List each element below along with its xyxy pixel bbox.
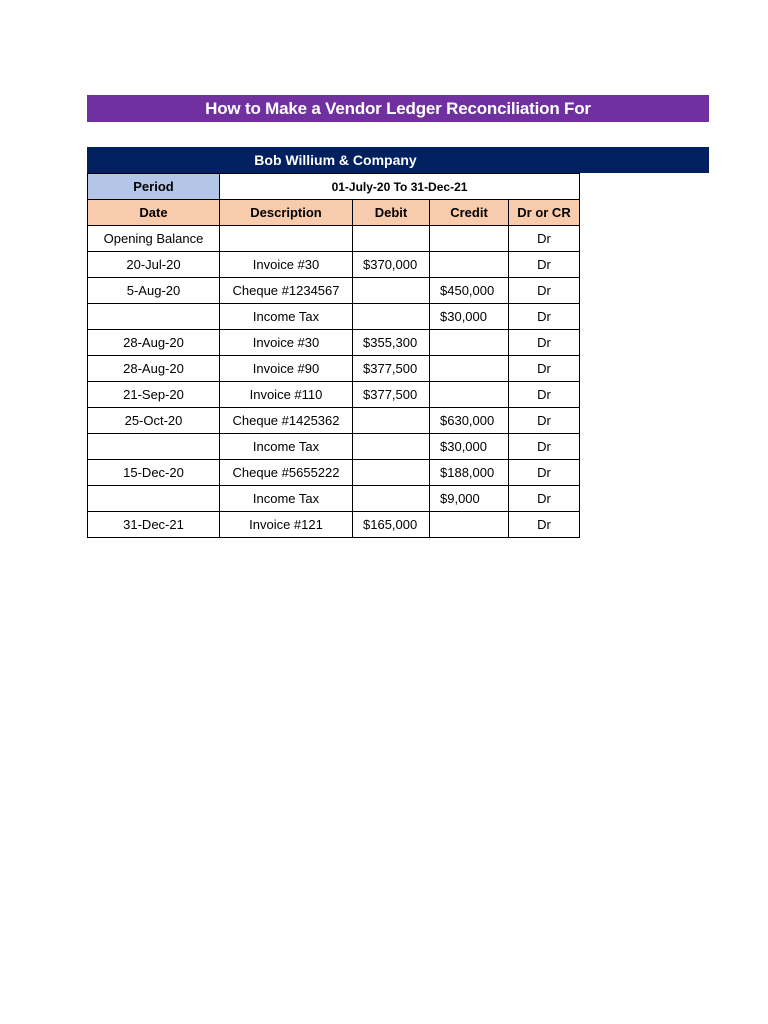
ledger-body <box>88 174 580 538</box>
cell-credit: $450,000 <box>430 278 509 304</box>
cell-dr-or-cr: Dr <box>509 304 580 330</box>
cell-date <box>88 304 220 330</box>
company-name: Bob Willium & Company <box>254 152 417 168</box>
table-row <box>88 330 580 356</box>
cell-date: 15-Dec-20 <box>88 460 220 486</box>
table-row <box>88 434 580 460</box>
cell-date: 28-Aug-20 <box>88 356 220 382</box>
cell-credit: $30,000 <box>430 434 509 460</box>
cell-debit: $377,500 <box>353 356 430 382</box>
header-date: Date <box>88 200 220 226</box>
header-description: Description <box>220 200 353 226</box>
table-row <box>88 278 580 304</box>
header-dr-or-cr: Dr or CR <box>509 200 580 226</box>
cell-description: Invoice #30 <box>220 252 353 278</box>
cell-credit: $9,000 <box>430 486 509 512</box>
cell-date: Opening Balance <box>88 226 220 252</box>
cell-debit <box>353 278 430 304</box>
page-title: How to Make a Vendor Ledger Reconciliation For <box>87 95 709 122</box>
cell-credit <box>430 226 509 252</box>
cell-dr-or-cr: Dr <box>509 278 580 304</box>
cell-date <box>88 486 220 512</box>
cell-description: Invoice #110 <box>220 382 353 408</box>
cell-credit <box>430 356 509 382</box>
cell-debit <box>353 226 430 252</box>
cell-debit: $165,000 <box>353 512 430 538</box>
table-row <box>88 252 580 278</box>
cell-dr-or-cr: Dr <box>509 226 580 252</box>
cell-description: Income Tax <box>220 304 353 330</box>
cell-description: Invoice #90 <box>220 356 353 382</box>
cell-debit <box>353 486 430 512</box>
cell-dr-or-cr: Dr <box>509 460 580 486</box>
cell-description: Cheque #1425362 <box>220 408 353 434</box>
cell-credit: $188,000 <box>430 460 509 486</box>
cell-debit: $377,500 <box>353 382 430 408</box>
cell-description: Income Tax <box>220 486 353 512</box>
cell-credit <box>430 512 509 538</box>
cell-credit <box>430 382 509 408</box>
header-debit: Debit <box>353 200 430 226</box>
cell-debit <box>353 434 430 460</box>
cell-date: 5-Aug-20 <box>88 278 220 304</box>
cell-dr-or-cr: Dr <box>509 252 580 278</box>
cell-debit <box>353 460 430 486</box>
cell-dr-or-cr: Dr <box>509 330 580 356</box>
table-header-row <box>88 200 580 226</box>
cell-dr-or-cr: Dr <box>509 356 580 382</box>
header-credit: Credit <box>430 200 509 226</box>
table-row <box>88 512 580 538</box>
cell-description: Income Tax <box>220 434 353 460</box>
cell-description: Invoice #30 <box>220 330 353 356</box>
table-row <box>88 408 580 434</box>
cell-description: Cheque #5655222 <box>220 460 353 486</box>
cell-date <box>88 434 220 460</box>
cell-date: 20-Jul-20 <box>88 252 220 278</box>
cell-date: 21-Sep-20 <box>88 382 220 408</box>
table-row <box>88 304 580 330</box>
cell-description <box>220 226 353 252</box>
table-row <box>88 356 580 382</box>
cell-description: Cheque #1234567 <box>220 278 353 304</box>
cell-dr-or-cr: Dr <box>509 434 580 460</box>
period-row <box>88 174 580 200</box>
cell-credit: $630,000 <box>430 408 509 434</box>
table-row <box>88 486 580 512</box>
cell-credit: $30,000 <box>430 304 509 330</box>
ledger-table <box>87 173 580 538</box>
cell-debit: $370,000 <box>353 252 430 278</box>
table-row <box>88 382 580 408</box>
cell-debit: $355,300 <box>353 330 430 356</box>
cell-dr-or-cr: Dr <box>509 486 580 512</box>
cell-debit <box>353 408 430 434</box>
cell-credit <box>430 252 509 278</box>
company-banner <box>87 147 709 173</box>
table-row <box>88 460 580 486</box>
cell-dr-or-cr: Dr <box>509 512 580 538</box>
cell-date: 31-Dec-21 <box>88 512 220 538</box>
cell-description: Invoice #121 <box>220 512 353 538</box>
table-row <box>88 226 580 252</box>
cell-dr-or-cr: Dr <box>509 382 580 408</box>
period-value: 01-July-20 To 31-Dec-21 <box>220 174 580 200</box>
cell-dr-or-cr: Dr <box>509 408 580 434</box>
cell-credit <box>430 330 509 356</box>
period-label: Period <box>88 174 220 200</box>
cell-debit <box>353 304 430 330</box>
cell-date: 28-Aug-20 <box>88 330 220 356</box>
cell-date: 25-Oct-20 <box>88 408 220 434</box>
